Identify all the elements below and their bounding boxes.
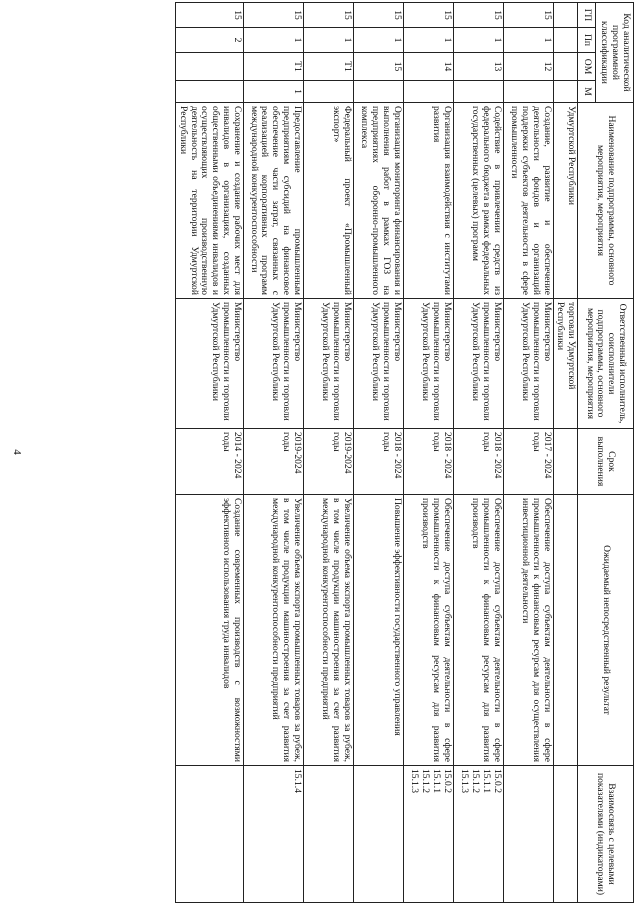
cell-m: [176, 81, 243, 103]
cell-gp: 15: [353, 3, 403, 28]
cell-link: 15.1.4: [243, 766, 303, 903]
cell-pp: 1: [403, 28, 453, 53]
cell-pp: 2: [176, 28, 243, 53]
header-name: Наименование подпрограммы, основного мероприятия, мероприятия: [578, 103, 634, 299]
cell-name: Организация мониторинга финансирования и выполнения работ в рамках ГОЗ на предприятиях оборонно-промышленного комплекса: [353, 103, 403, 299]
cell-term: 2019-2024 годы: [243, 429, 303, 495]
cell-om: 12: [503, 53, 553, 81]
cell-gp: 15: [243, 3, 303, 28]
cell-result: Обеспечение доступа субъектам деятельности в сфере промышленности к финансовым ресурсам для развития производств: [453, 495, 503, 766]
cell-executor: Министерство промышленности и торговли Удмуртской Республики: [353, 299, 403, 429]
cell-term: 2018 - 2024 годы: [403, 429, 453, 495]
cell-m: [553, 81, 577, 103]
header-link: Взаимосвязь с целевыми показателями (индикаторами): [578, 766, 634, 903]
cell-link: [353, 766, 403, 903]
cell-executor: Министерство промышленности и торговли Удмуртской Республики: [453, 299, 503, 429]
cell-name: Предоставление промышленным предприятиям субсидий на финансовое обеспечение части затрат, связанных с реализацией корпоративных программ международной конкурентоспособности: [243, 103, 303, 299]
table-row: [403, 3, 453, 903]
cell-m: [503, 81, 553, 103]
cell-m: 1: [243, 81, 303, 103]
cell-m: [303, 81, 353, 103]
cell-pp: 1: [353, 28, 403, 53]
cell-m: [403, 81, 453, 103]
cell-om: 14: [403, 53, 453, 81]
table-row: [353, 3, 403, 903]
cell-result: Увеличение объема экспорта промышленных товаров за рубеж, в том числе продукции машиностроения за счет развития международной конкурентоспособности предприятий: [243, 495, 303, 766]
cell-om: Т1: [303, 53, 353, 81]
cell-m: [353, 81, 403, 103]
cell-om: [553, 53, 577, 81]
cell-m: [453, 81, 503, 103]
cell-pp: 1: [503, 28, 553, 53]
header-m: М: [578, 81, 596, 103]
cell-executor: Министерство промышленности и торговли Удмуртской Республики: [403, 299, 453, 429]
cell-term: [553, 429, 577, 495]
cell-result: Повышение эффективности государственного управления: [353, 495, 403, 766]
cell-link: 15.0.2 15.1.1 15.1.2 15.1.3: [453, 766, 503, 903]
header-executor: Ответственный исполнитель, соисполнители подпрограммы, основного мероприятия, мероприятия: [578, 299, 634, 429]
cell-om: Т1: [243, 53, 303, 81]
cell-pp: 1: [243, 28, 303, 53]
cell-executor: Министерство промышленности и торговли Удмуртской Республики: [303, 299, 353, 429]
cell-link: [176, 766, 243, 903]
cell-om: 15: [353, 53, 403, 81]
table-row: [503, 3, 553, 903]
cell-result: Увеличение объема экспорта промышленных товаров за рубеж, в том числе продукции машиностроения за счет развития международной конкурентоспособности предприятий: [303, 495, 353, 766]
header-result: Ожидаемый непосредственный результат: [578, 495, 634, 766]
cell-gp: 15: [303, 3, 353, 28]
cell-term: 2017 - 2024 годы: [503, 429, 553, 495]
cell-pp: [553, 28, 577, 53]
cell-gp: 15: [176, 3, 243, 28]
document-sheet: [34, 2, 634, 905]
rotated-table-viewport: [34, 2, 634, 905]
table-body: [176, 3, 578, 903]
cell-executor: Министерство промышленности и торговли Удмуртской Республики: [243, 299, 303, 429]
cell-name: Содействие в привлечении средств из федерального бюджета в рамках федеральных государственных (целевых) программ: [453, 103, 503, 299]
table-row: [243, 3, 303, 903]
header-om: ОМ: [578, 53, 596, 81]
cell-name: Федеральный проект «Промышленный экспорт»: [303, 103, 353, 299]
cell-link: [303, 766, 353, 903]
cell-executor: Министерство промышленности и торговли Удмуртской Республики: [503, 299, 553, 429]
cell-pp: 1: [453, 28, 503, 53]
header-pp: Пп: [578, 28, 596, 53]
cell-executor: торговли Удмуртской Республики: [553, 299, 577, 429]
cell-executor: Министерство промышленности и торговли Удмуртской Республики: [176, 299, 243, 429]
cell-gp: 15: [403, 3, 453, 28]
cell-term: 2014 - 2024 годы: [176, 429, 243, 495]
cell-om: [176, 53, 243, 81]
header-gp: ГП: [578, 3, 596, 28]
cell-result: [553, 495, 577, 766]
cell-name: Организация взаимодействия с институтами развития: [403, 103, 453, 299]
cell-link: [553, 766, 577, 903]
cell-gp: 15: [503, 3, 553, 28]
cell-name: Удмуртской Республики: [553, 103, 577, 299]
cell-gp: 15: [453, 3, 503, 28]
table-row: [176, 3, 243, 903]
cell-result: Обеспечение доступа субъектам деятельности в сфере промышленности к финансовым ресурсам для развития производств: [403, 495, 453, 766]
cell-result: Создание современных производств с возможностями эффективного использования труда инвалидов: [176, 495, 243, 766]
cell-name: Сохранение и создание рабочих мест для инвалидов в организациях, созданных общественными объединениями инвалидов и осуществляющих производственную деятельность на территории Удмуртской Республики: [176, 103, 243, 299]
cell-pp: 1: [303, 28, 353, 53]
program-table: [175, 2, 634, 903]
table-row: [453, 3, 503, 903]
cell-name: Создание, развитие и обеспечение деятельности фондов и организаций поддержки субъектов деятельности в сфере промышленности: [503, 103, 553, 299]
cell-term: 2019-2024 годы: [303, 429, 353, 495]
page-number: 4: [10, 449, 23, 455]
table-row: [303, 3, 353, 903]
cell-om: 13: [453, 53, 503, 81]
cell-term: 2018 - 2024 годы: [453, 429, 503, 495]
table-row: [553, 3, 577, 903]
cell-gp: [553, 3, 577, 28]
header-code-group: Код аналитической программной классификации: [596, 3, 634, 103]
header-term: Срок выполнения: [578, 429, 634, 495]
cell-link: 15.0.2 15.1.1 15.1.2 15.1.3: [403, 766, 453, 903]
cell-link: [503, 766, 553, 903]
cell-result: Обеспечение доступа субъектам деятельности в сфере промышленности к финансовым ресурсам для осуществления инвестиционной деятельности: [503, 495, 553, 766]
cell-term: 2018 - 2024 годы: [353, 429, 403, 495]
